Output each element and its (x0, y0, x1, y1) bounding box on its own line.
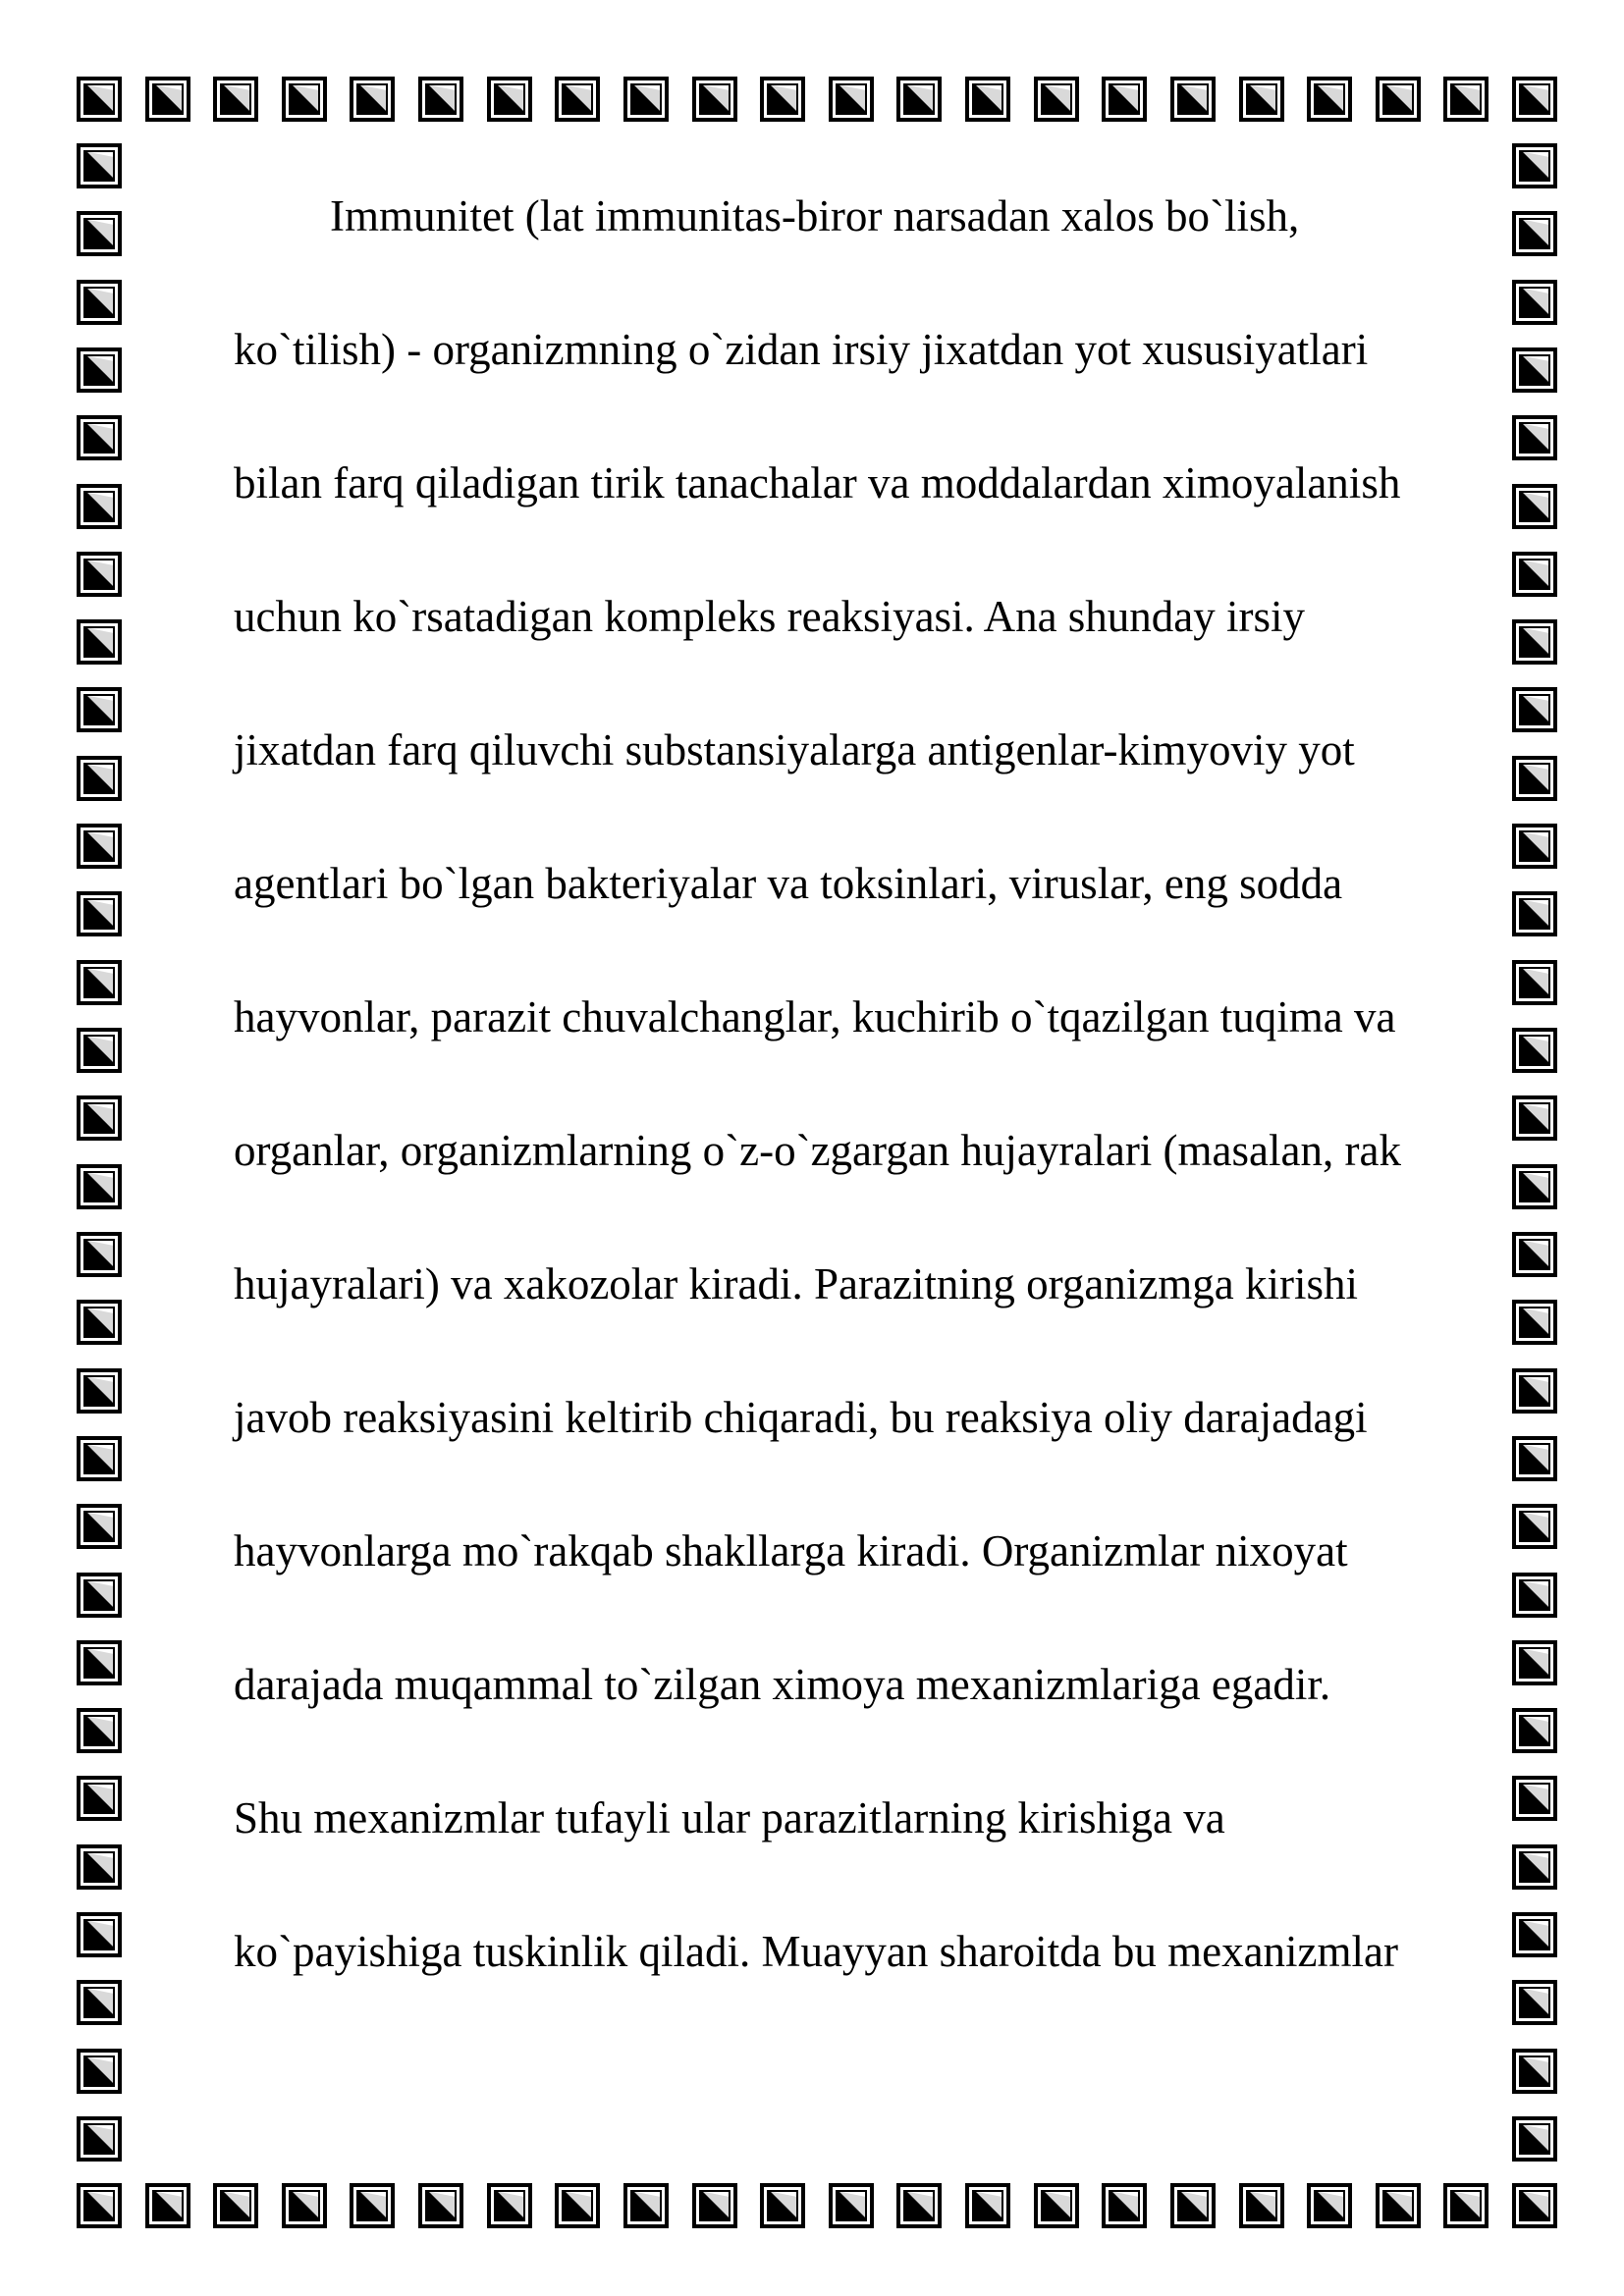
corner-triangle-square-icon (1514, 1302, 1555, 1343)
corner-triangle-square-icon (1514, 1846, 1555, 1888)
corner-triangle-square-icon (1378, 2185, 1419, 2226)
corner-triangle-square-icon (1104, 79, 1145, 120)
paragraph-line: bilan farq qiladigan tirik tanachalar va moddalardan ximoyalanish (234, 458, 1401, 507)
corner-triangle-square-icon (694, 79, 735, 120)
paragraph-line: hujayralari) va xakozolar kiradi. Parazitning organizmga kirishi (234, 1259, 1359, 1308)
corner-triangle-square-icon (79, 689, 120, 730)
corner-triangle-square-icon (1378, 79, 1419, 120)
corner-triangle-square-icon (967, 2185, 1008, 2226)
paragraph-line: javob reaksiyasini keltirib chiqaradi, bu reaksiya oliy darajadagi (234, 1393, 1368, 1442)
corner-triangle-square-icon (1514, 2051, 1555, 2092)
corner-triangle-square-icon (1514, 1506, 1555, 1547)
corner-triangle-square-icon (1514, 1778, 1555, 1819)
corner-triangle-square-icon (1514, 79, 1555, 120)
corner-triangle-square-icon (352, 79, 393, 120)
corner-triangle-square-icon (1514, 689, 1555, 730)
corner-triangle-square-icon (79, 1166, 120, 1207)
corner-triangle-square-icon (1514, 1438, 1555, 1479)
paragraph-line: jixatdan farq qiluvchi substansiyalarga antigenlar-kimyoviy yot (234, 725, 1355, 774)
corner-triangle-square-icon (79, 2051, 120, 2092)
corner-triangle-square-icon (557, 79, 598, 120)
corner-triangle-square-icon (79, 1370, 120, 1412)
corner-triangle-square-icon (1514, 2118, 1555, 2160)
corner-triangle-square-icon (79, 349, 120, 391)
corner-triangle-square-icon (420, 79, 461, 120)
corner-triangle-square-icon (79, 79, 120, 120)
corner-triangle-square-icon (1241, 79, 1282, 120)
corner-triangle-square-icon (1514, 554, 1555, 595)
corner-triangle-square-icon (79, 2185, 120, 2226)
corner-triangle-square-icon (79, 486, 120, 527)
corner-triangle-square-icon (79, 1710, 120, 1751)
paragraph-line: Immunitet (lat immunitas-biror narsadan xalos bo`lish, (330, 191, 1300, 240)
paragraph-line: darajada muqammal to`zilgan ximoya mexanizmlariga egadir. (234, 1660, 1331, 1709)
corner-triangle-square-icon (79, 893, 120, 934)
corner-triangle-square-icon (1514, 349, 1555, 391)
corner-triangle-square-icon (79, 1234, 120, 1275)
corner-triangle-square-icon (1514, 826, 1555, 867)
corner-triangle-square-icon (1514, 1370, 1555, 1412)
corner-triangle-square-icon (1104, 2185, 1145, 2226)
corner-triangle-square-icon (147, 79, 189, 120)
corner-triangle-square-icon (1445, 2185, 1487, 2226)
corner-triangle-square-icon (1514, 1166, 1555, 1207)
corner-triangle-square-icon (79, 1438, 120, 1479)
corner-triangle-square-icon (352, 2185, 393, 2226)
corner-triangle-square-icon (1514, 282, 1555, 323)
corner-triangle-square-icon (79, 1030, 120, 1071)
corner-triangle-square-icon (79, 554, 120, 595)
corner-triangle-square-icon (489, 2185, 530, 2226)
corner-triangle-square-icon (1036, 2185, 1077, 2226)
paragraph-line: ko`tilish) - organizmning o`zidan irsiy jixatdan yot xususiyatlari (234, 325, 1369, 374)
corner-triangle-square-icon (79, 758, 120, 799)
corner-triangle-square-icon (79, 962, 120, 1003)
corner-triangle-square-icon (762, 2185, 803, 2226)
corner-triangle-square-icon (1514, 1234, 1555, 1275)
corner-triangle-square-icon (1309, 79, 1350, 120)
corner-triangle-square-icon (1514, 1097, 1555, 1139)
corner-triangle-square-icon (1514, 486, 1555, 527)
corner-triangle-square-icon (79, 213, 120, 254)
corner-triangle-square-icon (557, 2185, 598, 2226)
corner-triangle-square-icon (1514, 758, 1555, 799)
corner-triangle-square-icon (831, 79, 872, 120)
corner-triangle-square-icon (1445, 79, 1487, 120)
corner-triangle-square-icon (1514, 1710, 1555, 1751)
paragraph-line: Shu mexanizmlar tufayli ular parazitlarning kirishiga va (234, 1793, 1225, 1842)
corner-triangle-square-icon (1036, 79, 1077, 120)
corner-triangle-square-icon (284, 79, 325, 120)
corner-triangle-square-icon (79, 1982, 120, 2023)
corner-triangle-square-icon (1514, 1982, 1555, 2023)
paragraph-line: organlar, organizmlarning o`z-o`zgargan hujayralari (masalan, rak (234, 1126, 1401, 1175)
corner-triangle-square-icon (489, 79, 530, 120)
corner-triangle-square-icon (79, 1914, 120, 1955)
corner-triangle-square-icon (79, 1097, 120, 1139)
corner-triangle-square-icon (79, 1506, 120, 1547)
corner-triangle-square-icon (1514, 1914, 1555, 1955)
corner-triangle-square-icon (1241, 2185, 1282, 2226)
corner-triangle-square-icon (79, 826, 120, 867)
corner-triangle-square-icon (1309, 2185, 1350, 2226)
corner-triangle-square-icon (1514, 1642, 1555, 1683)
corner-triangle-square-icon (79, 1778, 120, 1819)
corner-triangle-square-icon (1514, 417, 1555, 458)
corner-triangle-square-icon (79, 1642, 120, 1683)
corner-triangle-square-icon (967, 79, 1008, 120)
corner-triangle-square-icon (79, 417, 120, 458)
paragraph-line: hayvonlarga mo`rakqab shakllarga kiradi. Organizmlar nixoyat (234, 1526, 1348, 1575)
corner-triangle-square-icon (79, 1846, 120, 1888)
corner-triangle-square-icon (1514, 621, 1555, 663)
corner-triangle-square-icon (1514, 1575, 1555, 1616)
corner-triangle-square-icon (1514, 145, 1555, 187)
corner-triangle-square-icon (215, 2185, 256, 2226)
corner-triangle-square-icon (898, 2185, 940, 2226)
corner-triangle-square-icon (79, 2118, 120, 2160)
corner-triangle-square-icon (1514, 893, 1555, 934)
corner-triangle-square-icon (1514, 1030, 1555, 1071)
corner-triangle-square-icon (79, 621, 120, 663)
corner-triangle-square-icon (79, 1302, 120, 1343)
paragraph-line: uchun ko`rsatadigan kompleks reaksiyasi. Ana shunday irsiy (234, 592, 1306, 641)
paragraph-line: hayvonlar, parazit chuvalchanglar, kuchirib o`tqazilgan tuqima va (234, 992, 1396, 1041)
corner-triangle-square-icon (79, 145, 120, 187)
corner-triangle-square-icon (831, 2185, 872, 2226)
corner-triangle-square-icon (1172, 2185, 1214, 2226)
corner-triangle-square-icon (898, 79, 940, 120)
corner-triangle-square-icon (215, 79, 256, 120)
corner-triangle-square-icon (625, 79, 667, 120)
corner-triangle-square-icon (1514, 962, 1555, 1003)
paragraph-line: agentlari bo`lgan bakteriyalar va toksinlari, viruslar, eng sodda (234, 859, 1343, 908)
corner-triangle-square-icon (694, 2185, 735, 2226)
corner-triangle-square-icon (420, 2185, 461, 2226)
corner-triangle-square-icon (79, 282, 120, 323)
corner-triangle-square-icon (762, 79, 803, 120)
corner-triangle-square-icon (79, 1575, 120, 1616)
corner-triangle-square-icon (1514, 213, 1555, 254)
corner-triangle-square-icon (1514, 2185, 1555, 2226)
corner-triangle-square-icon (1172, 79, 1214, 120)
paragraph-line: ko`payishiga tuskinlik qiladi. Muayyan sharoitda bu mexanizmlar (234, 1927, 1398, 1976)
corner-triangle-square-icon (625, 2185, 667, 2226)
corner-triangle-square-icon (147, 2185, 189, 2226)
corner-triangle-square-icon (284, 2185, 325, 2226)
